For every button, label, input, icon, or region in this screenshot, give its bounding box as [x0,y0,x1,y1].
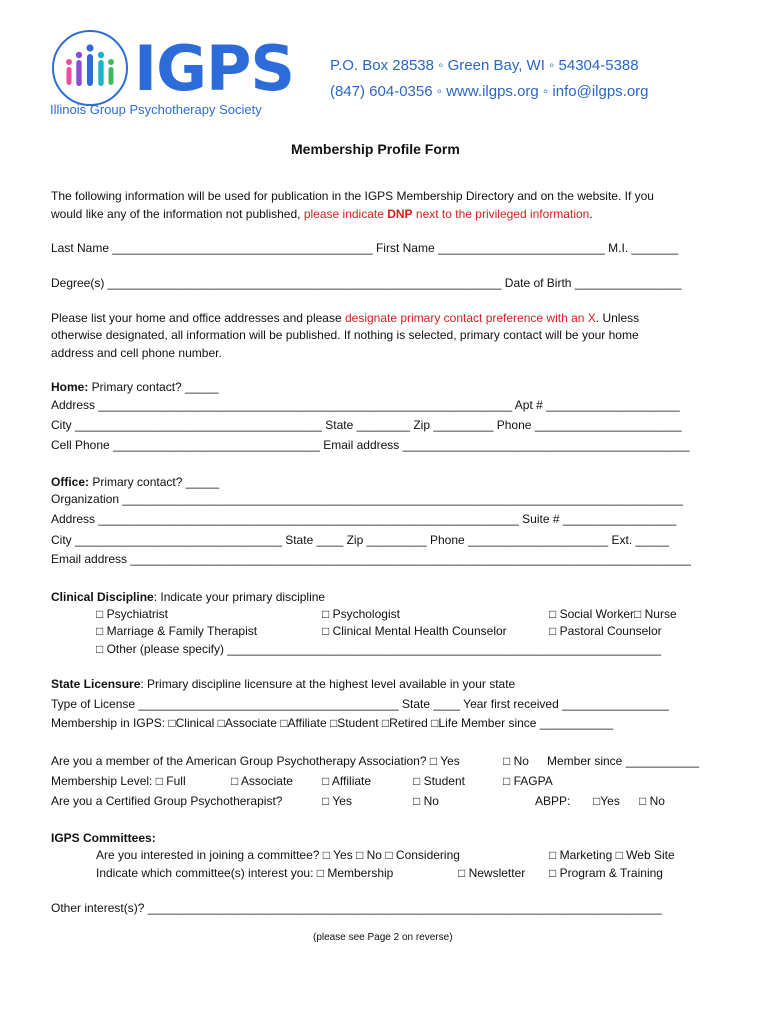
level-associate[interactable]: □ Associate [231,774,293,788]
address-intro-end: . Unless [595,311,640,325]
logo [48,28,308,118]
intro-line-2 [51,207,593,221]
cgp-yes[interactable]: □ Yes [322,794,352,808]
header-contact: (847) 604-0356 ◦ www.ilgps.org ◦ info@ilgps.org [330,83,649,100]
header-address: P.O. Box 28538 ◦ Green Bay, WI ◦ 54304-5388 [330,57,639,74]
checkbox-pastoral[interactable]: □ Pastoral Counselor [549,624,662,638]
committee-marketing-website[interactable]: □ Marketing □ Web Site [549,848,675,862]
address-intro-red: designate primary contact preference with an X [344,311,596,325]
committee-newsletter[interactable]: □ Newsletter [458,866,526,880]
clinical-desc: : Indicate your primary discipline [153,590,326,604]
address-intro-2: otherwise designated, all information will be published. If nothing is selected, primary contact will be your home [51,328,639,342]
cgp-no[interactable]: □ No [413,794,439,808]
address-intro-3: address and cell phone number. [51,346,222,360]
intro-text: would like any of the information not published, [51,207,304,221]
checkbox-clinical-mh[interactable]: □ Clinical Mental Health Counselor [322,624,507,638]
licensure-label: State Licensure [51,677,141,691]
igps-membership-field[interactable]: Membership in IGPS: □Clinical □Associate □Affiliate □Student □Retired □Life Member since ___________ [51,716,614,730]
intro-red-text: please indicate [303,207,388,221]
licensure-heading [51,677,515,691]
home-address-field[interactable]: Address ______________________________________________________________ Apt # ____________________ [51,398,680,412]
address-intro-text: Please list your home and office addresses and please [51,311,345,325]
office-heading [51,475,219,489]
agpa-no[interactable]: □ No [503,754,529,768]
name-fields[interactable]: Last Name _______________________________________ First Name _________________________ M.I. _______ [51,241,679,255]
licensure-desc: : Primary discipline licensure at the highest level available in your state [140,677,516,691]
footer-note: (please see Page 2 on reverse) [313,932,453,943]
committee-membership[interactable]: Indicate which committee(s) interest you: □ Membership [96,866,394,880]
committees-label: IGPS Committees: [51,831,156,845]
committee-interest[interactable]: Are you interested in joining a committee? □ Yes □ No □ Considering [96,848,460,862]
level-full[interactable]: Membership Level: □ Full [51,774,186,788]
degree-fields[interactable]: Degree(s) ___________________________________________________________ Date of Birth ________________ [51,276,682,290]
intro-red-text-2: next to the privileged information [412,207,590,221]
clinical-label: Clinical Discipline [51,590,154,604]
office-primary-field[interactable]: Primary contact? _____ [89,475,220,489]
checkbox-psychiatrist[interactable]: □ Psychiatrist [96,607,168,621]
logo-name: Illinois Group Psychotherapy Society [50,102,262,117]
clinical-heading [51,590,325,604]
home-city-field[interactable]: City _____________________________________ State ________ Zip _________ Phone ______________________ [51,418,682,432]
abpp-label: ABPP: [535,794,571,808]
committee-program[interactable]: □ Program & Training [549,866,663,880]
license-type-field[interactable]: Type of License _______________________________________ State ____ Year first received ________________ [51,697,669,711]
home-primary-field[interactable]: Primary contact? _____ [88,380,219,394]
people-logo-icon [50,28,130,108]
page-title: Membership Profile Form [291,141,460,157]
level-affiliate[interactable]: □ Affiliate [322,774,372,788]
intro-line-1: The following information will be used for publication in the IGPS Membership Directory and on the website. If you [51,189,654,203]
checkbox-psychologist[interactable]: □ Psychologist [322,607,400,621]
home-heading [51,380,218,394]
level-student[interactable]: □ Student [413,774,465,788]
logo-abbr: IGPS [134,32,295,105]
level-fagpa[interactable]: □ FAGPA [503,774,553,788]
office-email-field[interactable]: Email address ____________________________________________________________________________________ [51,552,691,566]
home-label: Home: [51,380,89,394]
checkbox-social-worker-nurse[interactable]: □ Social Worker□ Nurse [549,607,677,621]
agpa-question[interactable]: Are you a member of the American Group Psychotherapy Association? □ Yes [51,754,460,768]
office-city-field[interactable]: City _______________________________ State ____ Zip _________ Phone _____________________ Ext. _____ [51,533,669,547]
checkbox-mft[interactable]: □ Marriage & Family Therapist [96,624,258,638]
dnp-label: DNP [387,207,413,221]
abpp-yes[interactable]: □Yes [593,794,620,808]
agpa-since-field[interactable]: Member since ___________ [547,754,700,768]
office-label: Office: [51,475,90,489]
cgp-question: Are you a Certified Group Psychotherapist? [51,794,283,808]
checkbox-other[interactable]: □ Other (please specify) _________________________________________________________________ [96,642,662,656]
address-intro-1 [51,311,639,325]
intro-end: . [589,207,593,221]
abpp-no[interactable]: □ No [639,794,665,808]
home-cell-field[interactable]: Cell Phone _______________________________ Email address ___________________________________________ [51,438,690,452]
committees-heading [51,831,156,845]
other-interests-field[interactable]: Other interest(s)? _____________________________________________________________________________ [51,901,662,915]
office-org-field[interactable]: Organization ____________________________________________________________________________________ [51,492,683,506]
office-address-field[interactable]: Address _______________________________________________________________ Suite # _________________ [51,512,677,526]
